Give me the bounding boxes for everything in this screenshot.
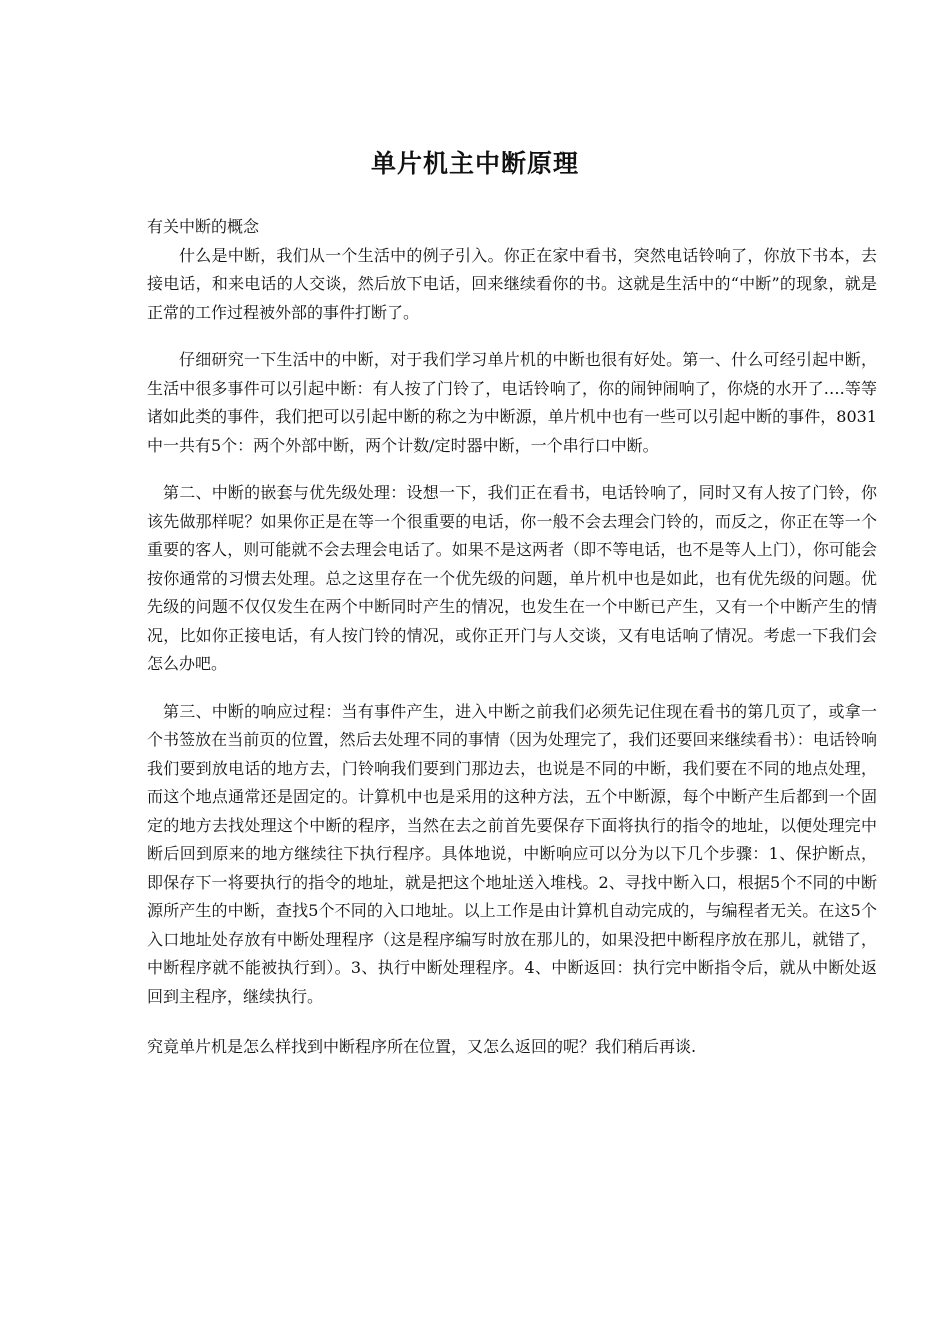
paragraph-closing: 究竟单片机是怎么样找到中断程序所在位置，又怎么返回的呢？我们稍后再谈.	[147, 1037, 697, 1056]
page-title: 单片机主中断原理	[370, 149, 579, 178]
section-heading: 有关中断的概念	[147, 217, 260, 236]
paragraph-response-process: 第三、中断的响应过程：当有事件产生，进入中断之前我们必须先记住现在看书的第几页了，或拿一个书签放在当前页的位置，然后去处理不同的事情（因为处理完了，我们还要回来继续看书）：电话铃响我们要到放电话的地方去，门铃响我们要到门那边去，也说是不同的中断，我们要在不同的地点处理，而这个地点通常还是固定的。计算机中也是采用的这种方法，五个中断源，每个中断产生后都到一个固定的地方去找处理这个中断的程序，当然在去之前首先要保存下面将执行的指令的地址，以便处理完中断后回到原来的地方继续往下执行程序。具体地说，中断响应可以分为以下几个步骤：1、保护断点，即保存下一将要执行的指令的地址，就是把这个地址送入堆栈。2、寻找中断入口，根据5个不同的中断源所产生的中断，查找5个不同的入口地址。以上工作是由计算机自动完成的，与编程者无关。在这5个入口地址处存放有中断处理程序（这是程序编写时放在那儿的，如果没把中断程序放在那儿，就错了，中断程序就不能被执行到）。3、执行中断处理程序。4、中断返回：执行完中断指令后，就从中断处返回到主程序，继续执行。	[147, 701, 877, 1006]
document-body	[147, 213, 877, 1062]
paragraph-priority: 第二、中断的嵌套与优先级处理：设想一下，我们正在看书，电话铃响了，同时又有人按了门铃，你该先做那样呢？如果你正是在等一个很重要的电话，你一般不会去理会门铃的，而反之，你正在等一个重要的客人，则可能就不会去理会电话了。如果不是这两者（即不等电话，也不是等人上门），你可能会按你通常的习惯去处理。总之这里存在一个优先级的问题，单片机中也是如此，也有优先级的问题。优先级的问题不仅仅发生在两个中断同时产生的情况，也发生在一个中断已产生，又有一个中断产生的情况，比如你正接电话，有人按门铃的情况，或你正开门与人交谈，又有电话响了情况。考虑一下我们会怎么办吧。	[147, 483, 877, 673]
paragraph-interrupt-sources: 仔细研究一下生活中的中断，对于我们学习单片机的中断也很有好处。第一、什么可经引起中断，生活中很多事件可以引起中断：有人按了门铃了，电话铃响了，你的闹钟闹响了，你烧的水开了….等等诸如此类的事件，我们把可以引起中断的称之为中断源，单片机中也有一些可以引起中断的事件，8031中一共有5个：两个外部中断，两个计数/定时器中断，一个串行口中断。	[147, 350, 877, 455]
paragraph-intro: 什么是中断，我们从一个生活中的例子引入。你正在家中看书，突然电话铃响了，你放下书本，去接电话，和来电话的人交谈，然后放下电话，回来继续看你的书。这就是生活中的“中断”的现象，就是正常的工作过程被外部的事件打断了。	[147, 245, 877, 322]
